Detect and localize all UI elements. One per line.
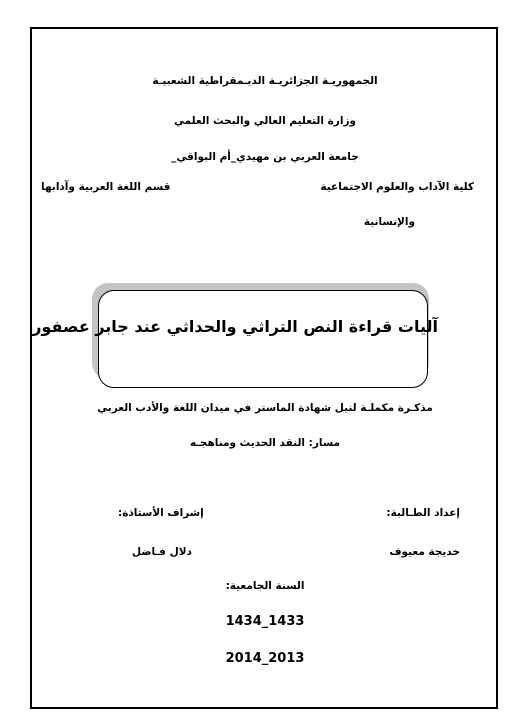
- republic-heading: الجمهوريـة الجزائريـة الديـمقراطية الشعبيـة: [152, 75, 378, 87]
- faculty-name: كلية الآداب والعلوم الاجتماعية: [320, 181, 474, 193]
- ministry-heading: وزارة التعليم العالي والبحث العلمي: [173, 115, 357, 127]
- faculty-name-continued: والإنسانية: [363, 216, 415, 228]
- supervisor-name: دلال فـاضل: [132, 546, 192, 558]
- university-heading: جامعة العربي بن مهيدي_أم البواقي_: [171, 151, 359, 163]
- thesis-description: مذكـرة مكملـة لنيل شهادة الماستر في ميدان اللغة والأدب العربي: [97, 402, 433, 414]
- title-box: [98, 290, 428, 388]
- thesis-track: مسار: النقد الحديث ومناهجـه: [189, 437, 341, 449]
- thesis-title: آليات قراءة النص التراثي والحداثي عند جابر عصفور: [32, 317, 438, 336]
- department-name: قسم اللغة العربية وآدابها: [41, 181, 171, 193]
- student-label: إعداد الطـالبة:: [386, 507, 460, 519]
- academic-year-hijri: 1434_1433: [225, 614, 305, 629]
- supervisor-label: إشراف الأستاذة:: [118, 507, 204, 519]
- student-name: خديجة معيوف: [389, 546, 460, 558]
- academic-year-label: السنة الجامعية:: [225, 580, 305, 592]
- academic-year-gregorian: 2014_2013: [225, 651, 305, 666]
